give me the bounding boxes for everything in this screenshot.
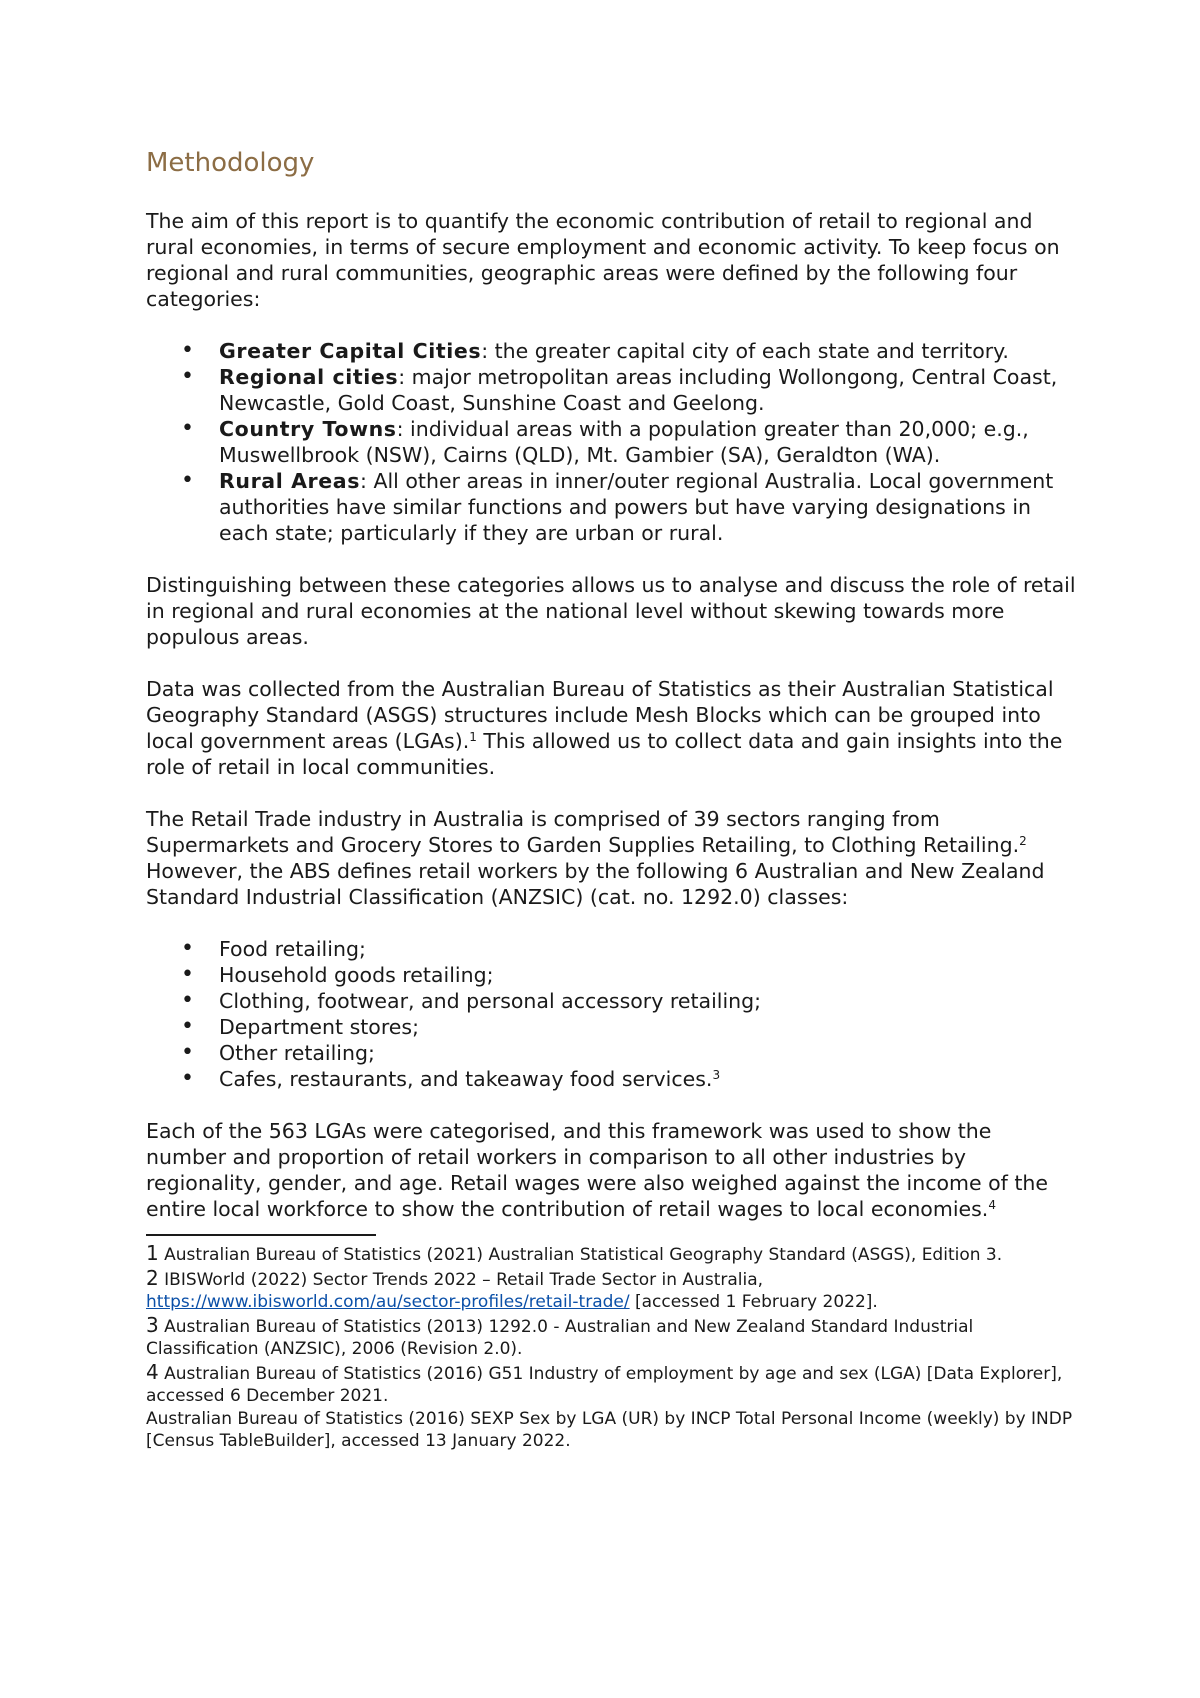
- footnote-4-continued: Australian Bureau of Statistics (2016) SEXP Sex by LGA (UR) by INCP Total Personal Income (weekly) by INDP [Census TableBuilder], accessed 13 January 2022.: [146, 1408, 1073, 1451]
- footnote-4: [146, 1361, 1076, 1408]
- category-term: Regional cities: [219, 365, 399, 389]
- category-term: Rural Areas: [219, 469, 361, 493]
- footnote-ref-1[interactable]: 1: [469, 730, 477, 744]
- category-term: Country Towns: [219, 417, 397, 441]
- footnote-text: Australian Bureau of Statistics (2013) 1292.0 - Australian and New Zealand Standard Industrial Classification (ANZSIC), 2006 (Revision 2.0).: [146, 1316, 974, 1359]
- data-paragraph-text-2: This allowed us to collect data and gain insights into the role of retail in local communities.: [146, 729, 1063, 779]
- footnote-number: 2: [146, 1265, 159, 1290]
- category-desc: : individual areas with a population greater than 20,000; e.g., Muswellbrook (NSW), Cairns (QLD), Mt. Gambier (SA), Geraldton (WA).: [219, 417, 1029, 467]
- intro-paragraph: The aim of this report is to quantify the economic contribution of retail to regional and rural economies, in terms of secure employment and economic activity. To keep focus on regional and rural communities, geographic areas were defined by the following four categories:: [146, 209, 1060, 311]
- retail-paragraph: [146, 806, 1076, 910]
- footnote-text: Australian Bureau of Statistics (2021) Australian Statistical Geography Standard (ASGS), Edition 3.: [158, 1245, 1003, 1265]
- category-desc: : the greater capital city of each state and territory.: [481, 339, 1009, 363]
- footnote-ref-4[interactable]: 4: [988, 1198, 996, 1212]
- category-list: [146, 338, 1076, 546]
- footnote-text: IBISWorld (2022) Sector Trends 2022 – Retail Trade Sector in Australia,: [158, 1269, 764, 1290]
- anzsic-class-list: [146, 936, 1076, 1092]
- footnote-1: [146, 1242, 1076, 1267]
- category-item: [219, 338, 1076, 364]
- footnote-3: [146, 1314, 1076, 1361]
- class-item: • Department stores;: [219, 1014, 1076, 1040]
- footnote-text-tail: [accessed 1 February 2022].: [629, 1292, 878, 1312]
- ibisworld-link[interactable]: https://www.ibisworld.com/au/sector-profiles/retail-trade/: [146, 1292, 630, 1312]
- page-content: [146, 146, 1076, 1453]
- distinguish-paragraph: Distinguishing between these categories allows us to analyse and discuss the role of retail in regional and rural economies at the national level without skewing towards more populous areas.: [146, 573, 1076, 649]
- class-item: • Food retailing;: [219, 936, 1076, 962]
- footnote-separator: [146, 1234, 376, 1236]
- footnote-ref-2[interactable]: 2: [1019, 834, 1027, 848]
- class-item: • Other retailing;: [219, 1040, 1076, 1066]
- retail-paragraph-text: The Retail Trade industry in Australia is comprised of 39 sectors ranging from Supermarkets and Grocery Stores to Garden Supplies Retailing, to Clothing Retailing.: [146, 807, 1020, 857]
- category-desc: : major metropolitan areas including Wollongong, Central Coast, Newcastle, Gold Coast, Sunshine Coast and Geelong.: [219, 365, 1058, 415]
- footnotes: [146, 1242, 1076, 1453]
- footnote-ref-3[interactable]: 3: [712, 1068, 721, 1082]
- category-item: [219, 416, 1076, 468]
- data-paragraph-text: Data was collected from the Australian Bureau of Statistics as their Australian Statistical Geography Standard (ASGS) structures include Mesh Blocks which can be grouped into local government areas (LGAs).: [146, 677, 1054, 753]
- lga-paragraph: [146, 1118, 1076, 1222]
- category-item: [219, 364, 1076, 416]
- footnote-text: Australian Bureau of Statistics (2016) G51 Industry of employment by age and sex (LGA) [Data Explorer], accessed 6 December 2021.: [146, 1363, 1063, 1406]
- footnote-number: 1: [146, 1241, 159, 1265]
- category-desc: : All other areas in inner/outer regional Australia. Local government authorities have similar functions and powers but have varying designations in each state; particularly if they are urban or rural.: [219, 469, 1054, 545]
- category-term: Greater Capital Cities: [219, 339, 482, 363]
- class-item: • Household goods retailing;: [219, 962, 1076, 988]
- class-item-text: Cafes, restaurants, and takeaway food services.: [219, 1067, 713, 1091]
- footnote-number: 3: [146, 1312, 159, 1337]
- data-paragraph: [146, 676, 1076, 780]
- footnote-number: 4: [146, 1359, 159, 1384]
- class-item: [219, 1066, 1076, 1092]
- retail-paragraph-text-2: However, the ABS defines retail workers by the following 6 Australian and New Zealand Standard Industrial Classification (ANZSIC) (cat. no. 1292.0) classes:: [146, 859, 1045, 909]
- lga-paragraph-text: Each of the 563 LGAs were categorised, and this framework was used to show the number and proportion of retail workers in comparison to all other industries by regionality, gender, and age. Retail wages were also weighed against the income of the entire local workforce to show the contribution of retail wages to local economies.: [146, 1119, 1049, 1221]
- class-item: • Clothing, footwear, and personal accessory retailing;: [219, 988, 1076, 1014]
- section-heading: Methodology: [146, 148, 315, 178]
- footnote-2: [146, 1267, 1076, 1314]
- category-item: [219, 468, 1076, 546]
